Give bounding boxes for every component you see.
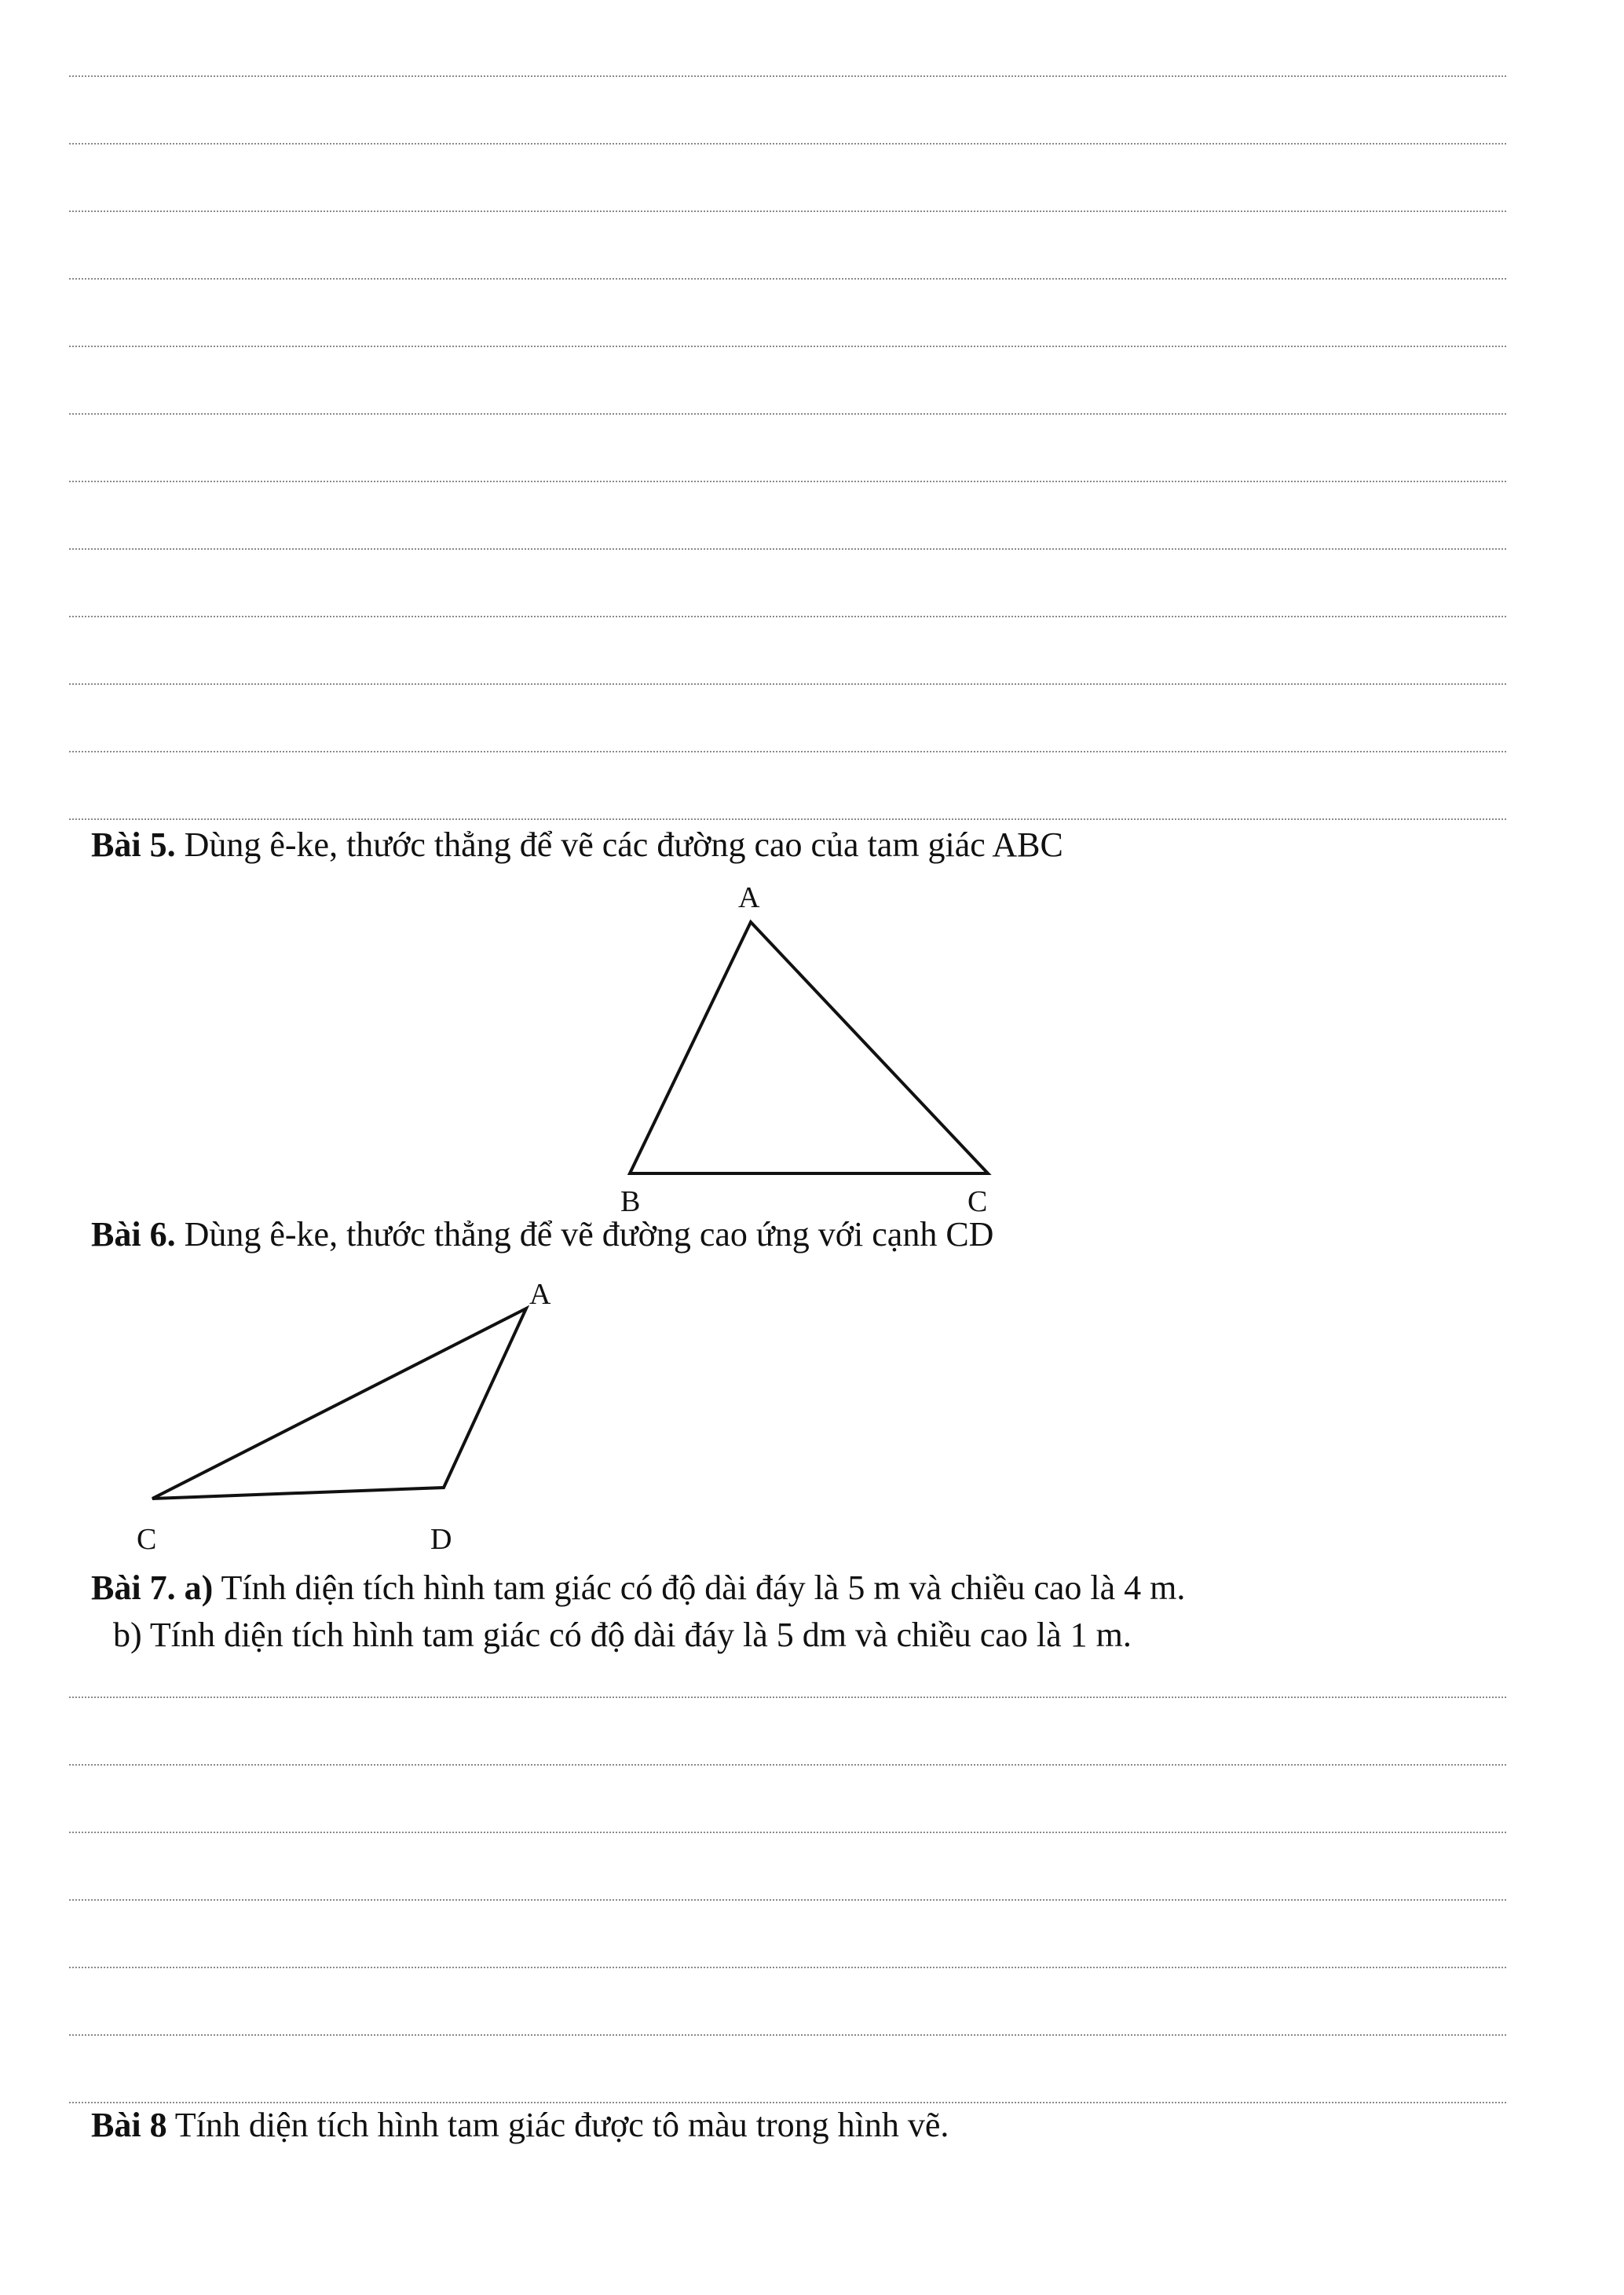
exercise-5-heading <box>91 825 1063 866</box>
answer-line[interactable] <box>69 1832 1506 1833</box>
answer-line[interactable] <box>69 1967 1506 1968</box>
answer-line[interactable] <box>69 616 1506 617</box>
answer-line[interactable] <box>69 548 1506 550</box>
exercise-7b-text: b) Tính diện tích hình tam giác có độ dài đáy là 5 dm và chiều cao là 1 m. <box>113 1616 1132 1654</box>
vertex-label-d: D <box>430 1523 452 1556</box>
answer-line[interactable] <box>69 1899 1506 1901</box>
exercise-6-text: Dùng ê-ke, thước thẳng để vẽ đường cao ứng với cạnh CD <box>175 1215 994 1254</box>
exercise-7a-text: Tính diện tích hình tam giác có độ dài đáy là 5 m và chiều cao là 4 m. <box>213 1568 1186 1607</box>
answer-line[interactable] <box>69 210 1506 212</box>
vertex-label-b: B <box>620 1185 641 1218</box>
answer-line[interactable] <box>69 481 1506 482</box>
answer-line[interactable] <box>69 413 1506 415</box>
exercise-8-number: Bài 8 <box>91 2106 167 2144</box>
exercise-8-text: Tính diện tích hình tam giác được tô màu trong hình vẽ. <box>166 2106 949 2144</box>
answer-line[interactable] <box>69 278 1506 280</box>
vertex-label-a: A <box>529 1278 551 1311</box>
exercise-8-heading <box>91 2105 949 2146</box>
exercise-6-heading <box>91 1214 993 1255</box>
exercise-5-number: Bài 5. <box>91 825 176 864</box>
answer-line[interactable] <box>69 1697 1506 1698</box>
exercise-5-text: Dùng ê-ke, thước thẳng để vẽ các đường cao của tam giác ABC <box>175 825 1063 864</box>
answer-line[interactable] <box>69 751 1506 752</box>
answer-line[interactable] <box>69 143 1506 145</box>
triangle-abc <box>630 922 988 1173</box>
vertex-label-a: A <box>738 881 760 914</box>
answer-line[interactable] <box>69 346 1506 347</box>
exercise-6-number: Bài 6. <box>91 1215 176 1254</box>
exercise-7-number: Bài 7. a) <box>91 1568 214 1607</box>
vertex-label-c: C <box>137 1523 157 1556</box>
answer-line[interactable] <box>69 1764 1506 1766</box>
vertex-label-c: C <box>967 1185 988 1218</box>
triangle-acd <box>152 1309 526 1499</box>
answer-line[interactable] <box>69 683 1506 685</box>
exercise-7a-heading <box>91 1568 1185 1609</box>
answer-line[interactable] <box>69 2034 1506 2036</box>
answer-line[interactable] <box>69 75 1506 77</box>
answer-line[interactable] <box>69 818 1506 820</box>
answer-line[interactable] <box>69 2102 1506 2103</box>
